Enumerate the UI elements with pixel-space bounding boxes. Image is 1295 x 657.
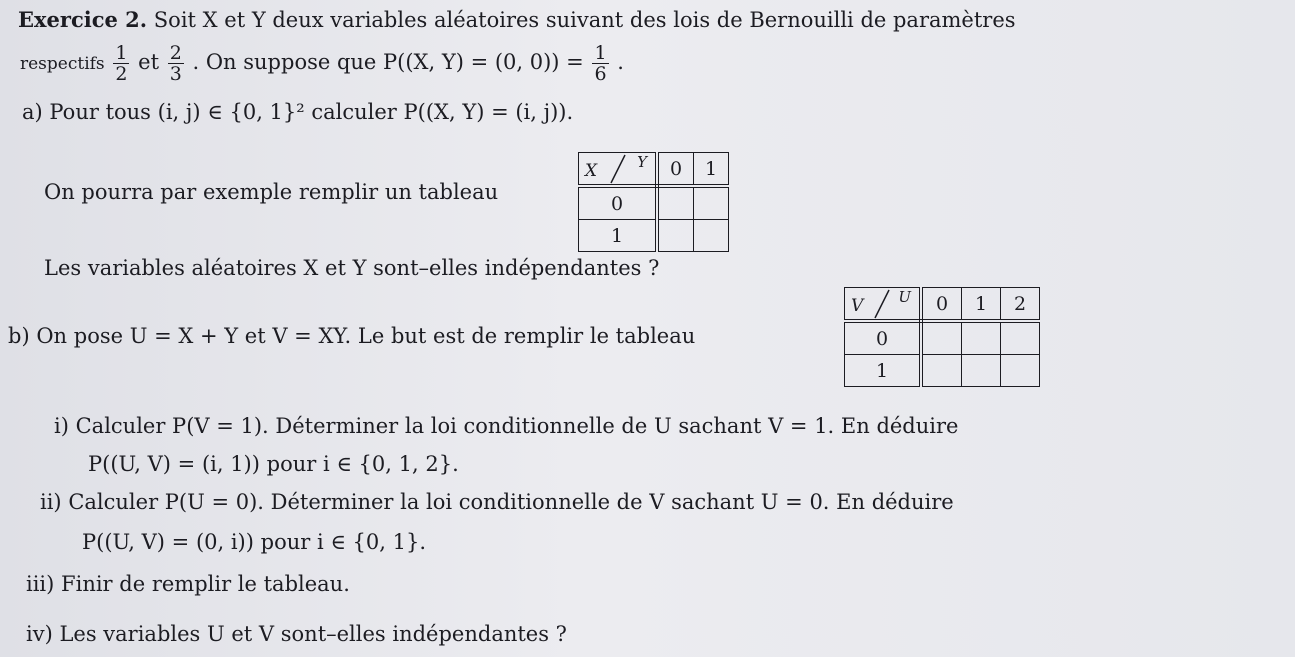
row-variable-label: X <box>585 161 598 181</box>
fraction-denominator: 2 <box>115 63 128 85</box>
exercise-intro-1: Soit X et Y deux variables aléatoires suivant des lois de Bernouilli de paramètres <box>153 8 1016 32</box>
column-variable-label: Y <box>637 153 647 171</box>
fraction-denominator: 3 <box>169 63 182 85</box>
table-cell <box>921 355 962 387</box>
table-cell <box>1001 321 1040 355</box>
table-cell <box>657 186 694 220</box>
item-iii <box>26 572 350 596</box>
table-cell <box>962 355 1001 387</box>
part-a-question: Les variables aléatoires X et Y sont–elles indépendantes ? <box>44 256 660 280</box>
table-cell <box>921 321 962 355</box>
table-cell <box>694 220 729 252</box>
item-label: iii) <box>26 572 55 596</box>
fraction-denominator: 6 <box>594 63 607 85</box>
part-a-label: a) <box>22 100 43 124</box>
row-header: 0 <box>845 321 922 355</box>
fraction-one-half <box>113 43 129 84</box>
table-diagonal-header <box>845 288 922 322</box>
fraction-two-thirds <box>168 43 184 84</box>
part-b-label: b) <box>8 324 30 348</box>
item-i <box>54 414 958 438</box>
item-ii-continuation: P((U, V) = (0, i)) pour i ∈ {0, 1}. <box>82 530 427 554</box>
fraction-numerator: 1 <box>115 42 128 64</box>
row-header: 1 <box>845 355 922 387</box>
table-cell <box>657 220 694 252</box>
fraction-one-sixth <box>592 43 608 84</box>
row-header: 1 <box>579 220 658 252</box>
column-header: 1 <box>694 153 729 187</box>
item-label: i) <box>54 414 69 438</box>
fraction-numerator: 1 <box>594 42 607 64</box>
item-text: Calculer P(U = 0). Déterminer la loi conditionnelle de V sachant U = 0. En déduire <box>68 490 954 514</box>
column-variable-label: U <box>898 288 911 306</box>
item-ii <box>40 490 954 514</box>
table-cell <box>694 186 729 220</box>
row-header: 0 <box>579 186 658 220</box>
exercise-intro-2c: . On suppose que P((X, Y) = (0, 0)) = <box>192 50 584 74</box>
table-x-y <box>578 152 729 252</box>
table-cell <box>962 321 1001 355</box>
item-text: Finir de remplir le tableau. <box>61 572 350 596</box>
exercise-intro-2d: . <box>617 50 624 74</box>
table-cell <box>1001 355 1040 387</box>
part-a-hint: On pourra par exemple remplir un tableau <box>44 180 499 204</box>
item-label: iv) <box>26 622 53 646</box>
exercise-intro-2a: respectifs <box>20 54 105 74</box>
part-a-line <box>22 100 573 124</box>
item-text: Les variables U et V sont–elles indépendantes ? <box>59 622 567 646</box>
part-b-text: On pose U = X + Y et V = XY. Le but est de remplir le tableau <box>36 324 696 348</box>
part-b-line <box>8 324 695 348</box>
column-header: 0 <box>921 288 962 322</box>
column-header: 2 <box>1001 288 1040 322</box>
table-v-u <box>844 287 1040 387</box>
item-iv <box>26 622 567 646</box>
exercise-intro-2b: et <box>138 50 160 74</box>
table-diagonal-header <box>579 153 658 187</box>
row-variable-label: V <box>851 296 864 316</box>
item-label: ii) <box>40 490 62 514</box>
column-header: 1 <box>962 288 1001 322</box>
part-a-text: Pour tous (i, j) ∈ {0, 1}² calculer P((X, Y) = (i, j)). <box>49 100 574 124</box>
exercise-intro-line-2 <box>20 40 624 86</box>
item-i-continuation: P((U, V) = (i, 1)) pour i ∈ {0, 1, 2}. <box>88 452 459 476</box>
exercise-title: Exercice 2. <box>18 7 148 32</box>
column-header: 0 <box>657 153 694 187</box>
fraction-numerator: 2 <box>169 42 182 64</box>
exercise-title-line <box>18 8 1016 32</box>
item-text: Calculer P(V = 1). Déterminer la loi conditionnelle de U sachant V = 1. En déduire <box>75 414 959 438</box>
